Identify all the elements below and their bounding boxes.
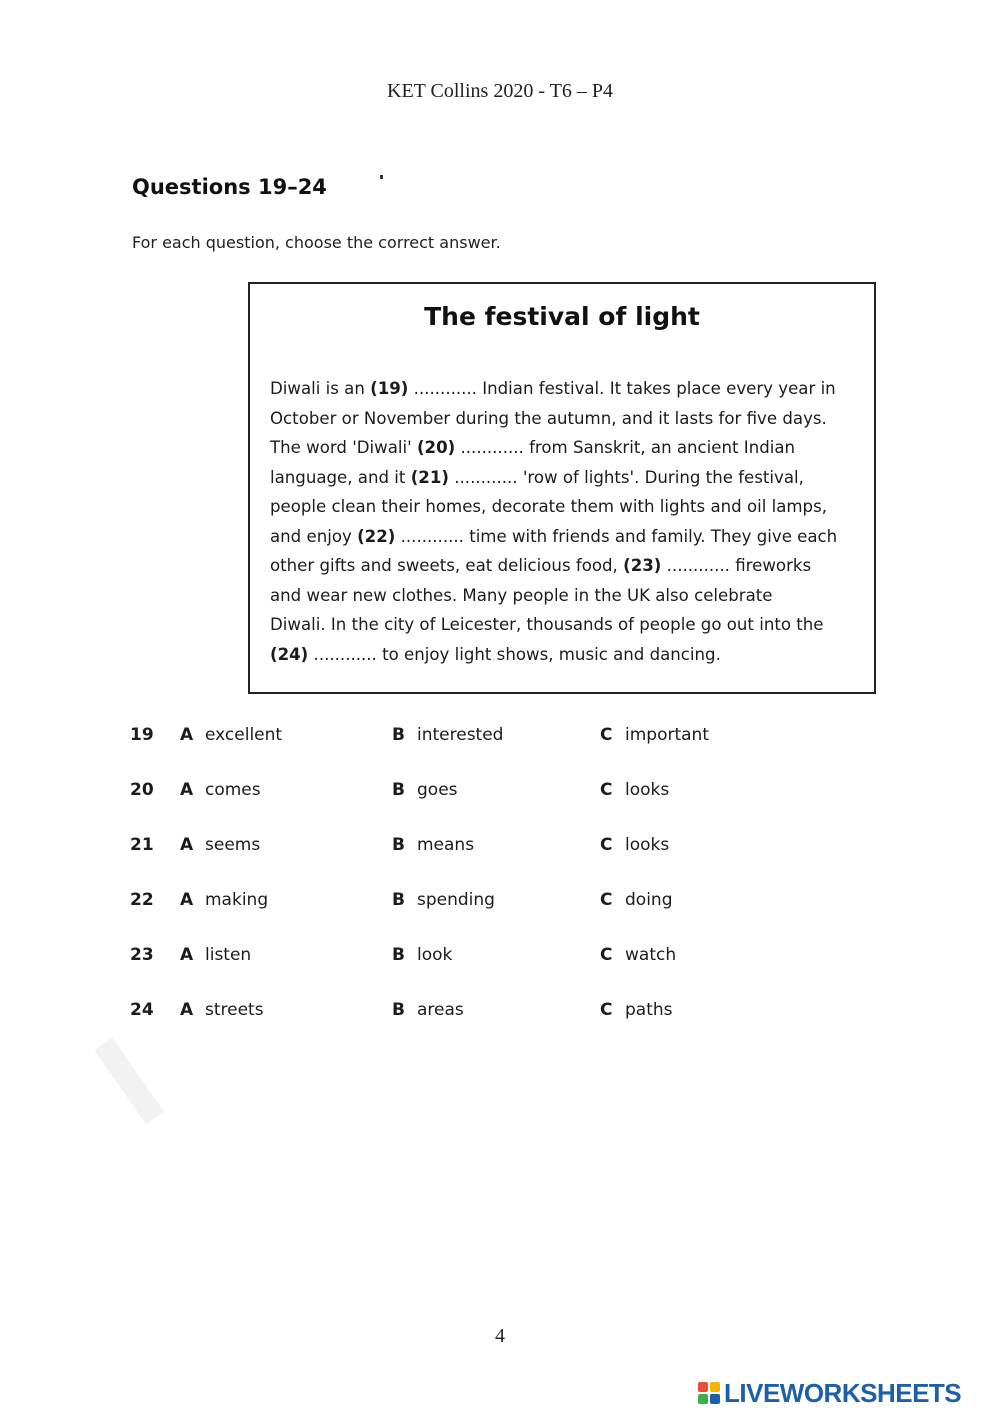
option-c[interactable]: looks [625, 780, 670, 800]
option-letter-b: B [392, 945, 405, 965]
question-row-23 [130, 945, 890, 1000]
option-a[interactable]: comes [205, 780, 261, 800]
passage-line: people clean their homes, decorate them with lights and oil lamps, [270, 497, 827, 516]
option-letter-a: A [180, 780, 194, 800]
option-letter-c: C [600, 780, 613, 800]
option-a[interactable]: streets [205, 1000, 264, 1020]
option-c[interactable]: doing [625, 890, 673, 910]
question-number: 21 [130, 835, 154, 855]
passage-line: other gifts and sweets, eat delicious food, (23) ............ fireworks [270, 556, 812, 575]
option-b[interactable]: areas [417, 1000, 464, 1020]
liveworksheets-logo-icon [698, 1380, 722, 1406]
option-letter-b: B [392, 725, 405, 745]
question-row-24 [130, 1000, 890, 1055]
passage-line: and wear new clothes. Many people in the UK also celebrate [270, 585, 773, 605]
option-letter-a: A [180, 1000, 194, 1020]
brand-name: LIVEWORKSHEETS [724, 1377, 962, 1408]
option-b[interactable]: means [417, 835, 475, 855]
option-letter-c: C [600, 945, 613, 965]
passage-text [270, 374, 860, 669]
option-letter-c: C [600, 1000, 613, 1020]
option-letter-a: A [180, 725, 194, 745]
gap-number: (19) [370, 379, 409, 398]
option-c[interactable]: looks [625, 835, 670, 855]
option-letter-a: A [180, 835, 194, 855]
gap-number: (21) [410, 467, 449, 487]
question-row-20 [130, 780, 890, 835]
option-c[interactable]: paths [625, 1000, 673, 1020]
answer-options [130, 725, 890, 1055]
option-b[interactable]: look [417, 945, 453, 965]
liveworksheets-brand[interactable] [698, 1376, 961, 1410]
option-a[interactable]: seems [205, 835, 261, 855]
passage-box [248, 282, 876, 694]
option-c[interactable]: watch [625, 945, 677, 965]
passage-line: (24) ............ to enjoy light shows, music and dancing. [270, 644, 721, 664]
option-b[interactable]: goes [417, 780, 458, 800]
passage-line: Diwali is an (19) ............ Indian festival. It takes place every year in [270, 379, 836, 398]
option-a[interactable]: excellent [205, 725, 283, 745]
option-letter-c: C [600, 725, 613, 745]
passage-line: language, and it (21) ............ 'row of lights'. During the festival, [270, 467, 804, 487]
question-row-19 [130, 725, 890, 780]
option-letter-a: A [180, 890, 194, 910]
option-letter-b: B [392, 890, 405, 910]
section-instruction: For each question, choose the correct answer. [132, 233, 501, 252]
option-a[interactable]: listen [205, 945, 252, 965]
passage-title: The festival of light [424, 302, 700, 331]
option-letter-b: B [392, 1000, 405, 1020]
question-number: 19 [130, 725, 154, 745]
passage-line: The word 'Diwali' (20) ............ from Sanskrit, an ancient Indian [270, 438, 796, 457]
option-letter-c: C [600, 890, 613, 910]
scan-speck [380, 175, 383, 179]
section-title: Questions 19–24 [132, 175, 327, 199]
option-letter-c: C [600, 835, 613, 855]
question-number: 20 [130, 780, 154, 800]
question-number: 24 [130, 1000, 154, 1020]
gap-number: (23) [623, 556, 662, 575]
gap-number: (22) [357, 526, 396, 546]
option-letter-b: B [392, 835, 405, 855]
page-number: 4 [495, 1325, 505, 1347]
question-number: 22 [130, 890, 154, 910]
gap-number: (24) [270, 644, 309, 664]
option-a[interactable]: making [205, 890, 269, 910]
passage-line: Diwali. In the city of Leicester, thousands of people go out into the [270, 615, 824, 634]
question-row-21 [130, 835, 890, 890]
option-letter-b: B [392, 780, 405, 800]
passage-line: and enjoy (22) ............ time with friends and family. They give each [270, 526, 838, 546]
passage-line: October or November during the autumn, and it lasts for five days. [270, 408, 827, 428]
option-letter-a: A [180, 945, 194, 965]
question-row-22 [130, 890, 890, 945]
option-c[interactable]: important [625, 725, 709, 745]
gap-number: (20) [416, 438, 456, 457]
option-b[interactable]: interested [417, 725, 504, 745]
question-number: 23 [130, 945, 154, 965]
document-header: KET Collins 2020 - T6 – P4 [387, 80, 613, 102]
option-b[interactable]: spending [417, 890, 495, 910]
